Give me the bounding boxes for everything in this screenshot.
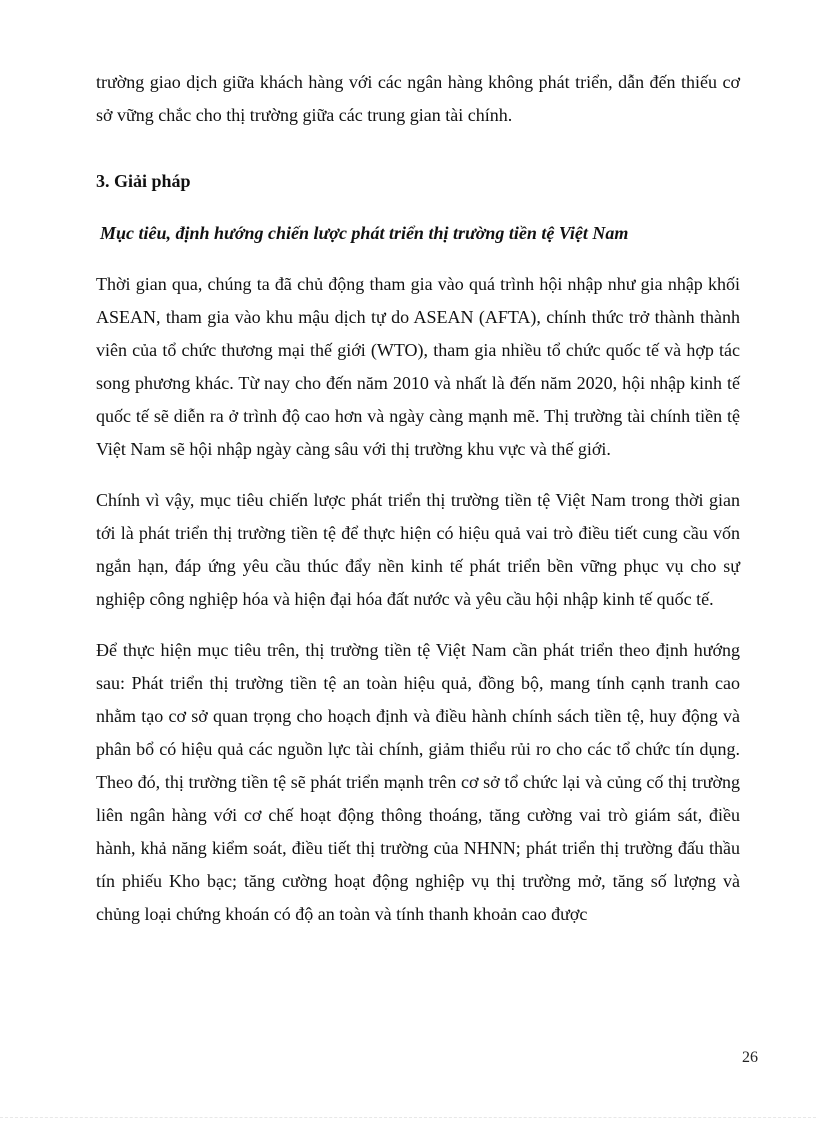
continuation-paragraph: trường giao dịch giữa khách hàng với các ngân hàng không phát triển, dẫn đến thiếu cơ sở vững chắc cho thị trường giữa các trung gian tài chính. xyxy=(96,72,740,125)
page-content xyxy=(96,66,740,949)
page-bottom-divider xyxy=(0,1117,816,1118)
body-paragraph: Thời gian qua, chúng ta đã chủ động tham gia vào quá trình hội nhập như gia nhập khối ASEAN, tham gia vào khu mậu dịch tự do ASEAN (AFTA), chính thức trở thành thành viên của tổ chức thương mại thế giới (WTO), tham gia nhiều tổ chức quốc tế và hợp tác song phương khác. Từ nay cho đến năm 2010 và nhất là đến năm 2020, hội nhập kinh tế quốc tế sẽ diễn ra ở trình độ cao hơn và ngày càng mạnh mẽ. Thị trường tài chính tiền tệ Việt Nam sẽ hội nhập ngày càng sâu với thị trường khu vực và thế giới. xyxy=(96,274,740,459)
body-paragraph: Để thực hiện mục tiêu trên, thị trường tiền tệ Việt Nam cần phát triển theo định hướng sau: Phát triển thị trường tiền tệ an toàn hiệu quả, đồng bộ, mang tính cạnh tranh cao nhằm tạo cơ sở quan trọng cho hoạch định và điều hành chính sách tiền tệ, huy động và phân bổ có hiệu quả các nguồn lực tài chính, giảm thiểu rủi ro cho các tổ chức tín dụng. Theo đó, thị trường tiền tệ sẽ phát triển mạnh trên cơ sở tổ chức lại và củng cố thị trường liên ngân hàng với cơ chế hoạt động thông thoáng, tăng cường vai trò giám sát, điều hành, khả năng kiểm soát, điều tiết thị trường của NHNN; phát triển thị trường đấu thầu tín phiếu Kho bạc; tăng cường hoạt động nghiệp vụ thị trường mở, tăng số lượng và chủng loại chứng khoán có độ an toàn và tính thanh khoản cao được xyxy=(96,640,740,924)
section-heading: 3. Giải pháp xyxy=(96,171,191,191)
page-number: 26 xyxy=(742,1049,758,1066)
subsection-heading: Mục tiêu, định hướng chiến lược phát triển thị trường tiền tệ Việt Nam xyxy=(100,223,629,243)
body-paragraph: Chính vì vậy, mục tiêu chiến lược phát triển thị trường tiền tệ Việt Nam trong thời gian tới là phát triển thị trường tiền tệ để thực hiện có hiệu quả vai trò điều tiết cung cầu vốn ngắn hạn, đáp ứng yêu cầu thúc đẩy nền kinh tế phát triển bền vững phục vụ cho sự nghiệp công nghiệp hóa và hiện đại hóa đất nước và yêu cầu hội nhập kinh tế quốc tế. xyxy=(96,490,740,609)
